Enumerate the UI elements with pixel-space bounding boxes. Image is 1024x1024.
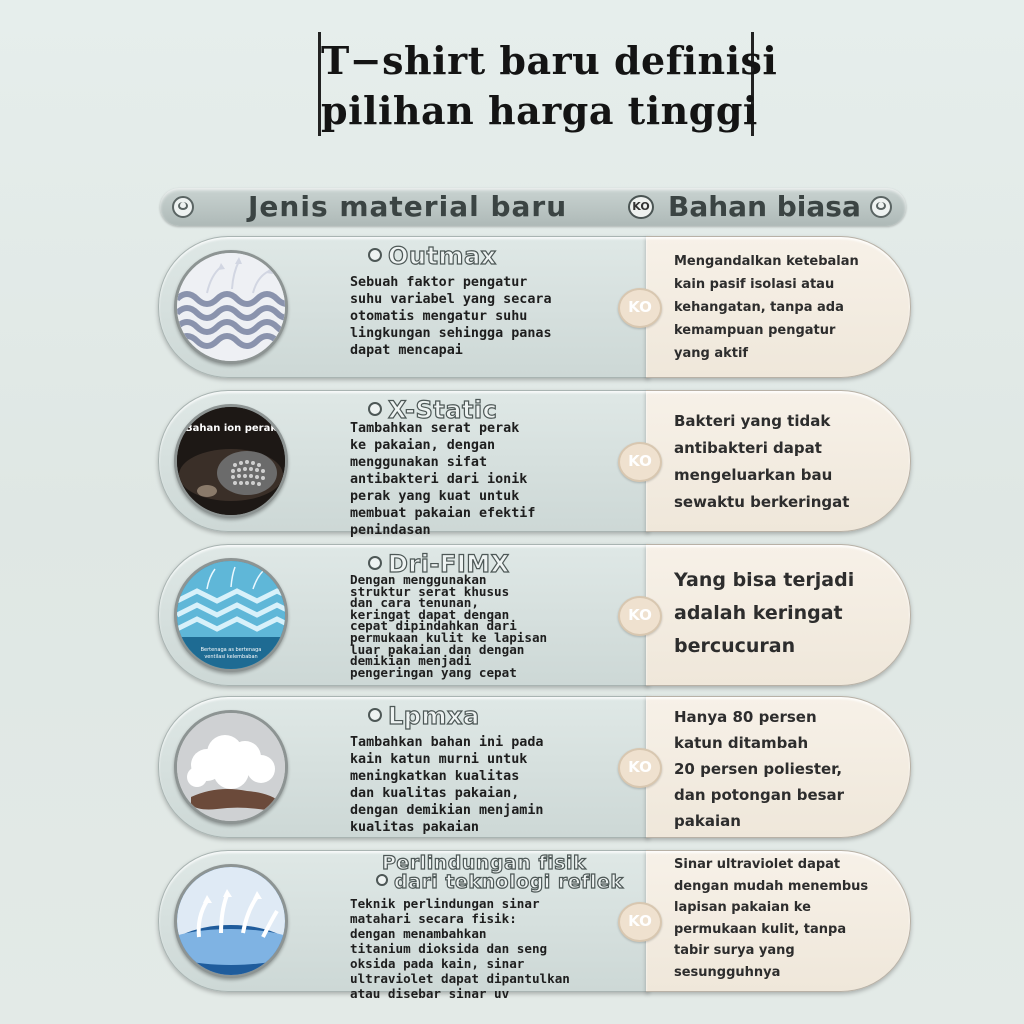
regular-material-description: Hanya 80 persen katun ditambah 20 persen poliester, dan potongan besar pakaian [674, 708, 845, 830]
feature-description: Teknik perlindungan sinar matahari secara fisik: dengan menambahkan titanium dioksida dan seng oksida pada kain, sinar ultraviolet dapat dipantulkan atau disebar sinar uv [350, 896, 570, 1001]
feature-name: Outmax [368, 242, 497, 270]
feature-name: Perlindungan fisik dari teknologi reflek [382, 854, 623, 892]
material-row-lpmxa [158, 696, 910, 836]
image-caption: Bahan ion perak [184, 423, 277, 434]
feature-description: Sebuah faktor pengatur suhu variabel yang secara otomatis mengatur suhu lingkungan sehingga panas dapat mencapai [350, 275, 552, 358]
ko-badge: KO [628, 195, 654, 219]
feature-description: Tambahkan serat perak ke pakaian, dengan menggunakan sifat antibakteri dari ionik perak yang kuat untuk membuat pakaian efektif penindasan [350, 421, 536, 538]
material-row-x-static [158, 390, 910, 538]
material-row-outmax [158, 236, 910, 376]
header-new-material: Jenis material baru [248, 190, 568, 223]
comparison-header [160, 188, 906, 226]
cotton-image [174, 710, 288, 824]
image-caption: Bertenaga as bertenaga ventilasi kelembaban [200, 647, 262, 660]
feature-name: Dri-FIMX [368, 550, 510, 578]
feature-description: Tambahkan bahan ini pada kain katun murni untuk meningkatkan kualitas dan kualitas pakaian, dengan demikian menjamin kualitas pakaian [350, 735, 544, 835]
mesh-fabric-image [174, 558, 288, 672]
ko-badge: KO [618, 442, 662, 482]
regular-material-description: Mengandalkan ketebalan kain pasif isolasi atau kehangatan, tanpa ada kemampuan pengatur yang aktif [674, 254, 859, 361]
ko-badge: KO [618, 596, 662, 636]
title-frame [318, 32, 778, 136]
uv-reflect-image [174, 864, 288, 978]
page-title-line-2: pilihan harga tinggi [321, 88, 758, 133]
ring-icon [870, 196, 892, 218]
material-row-dri-fimx [158, 544, 910, 684]
ko-badge: KO [618, 288, 662, 328]
material-row-uv-protection [158, 850, 910, 1001]
regular-material-description: Sinar ultraviolet dapat dengan mudah menembus lapisan pakaian ke permukaan kulit, tanpa tabir surya yang sesungguhnya [674, 857, 869, 980]
feature-name: Lpmxa [368, 702, 480, 730]
page-title-line-1: T−shirt baru definisi [321, 38, 778, 83]
header-regular-material: Bahan biasa [668, 190, 861, 223]
silver-ion-fabric-image [174, 404, 288, 518]
regular-material-description: Yang bisa terjadi adalah keringat bercucuran [674, 569, 855, 657]
ko-badge: KO [618, 748, 662, 788]
feature-name: X-Static [368, 396, 497, 424]
ring-icon [172, 196, 194, 218]
ko-badge: KO [618, 902, 662, 942]
fabric-weave-image [174, 250, 288, 364]
feature-description: Dengan menggunakan struktur serat khusus dan cara tenunan, keringat dapat dengan cepat dipindahkan dari permukaan kulit ke lapisan luar pakaian dan dengan demikian menjadi pengeringan yang cepat [350, 572, 548, 680]
regular-material-description: Bakteri yang tidak antibakteri dapat mengeluarkan bau sewaktu berkeringat [674, 412, 850, 511]
